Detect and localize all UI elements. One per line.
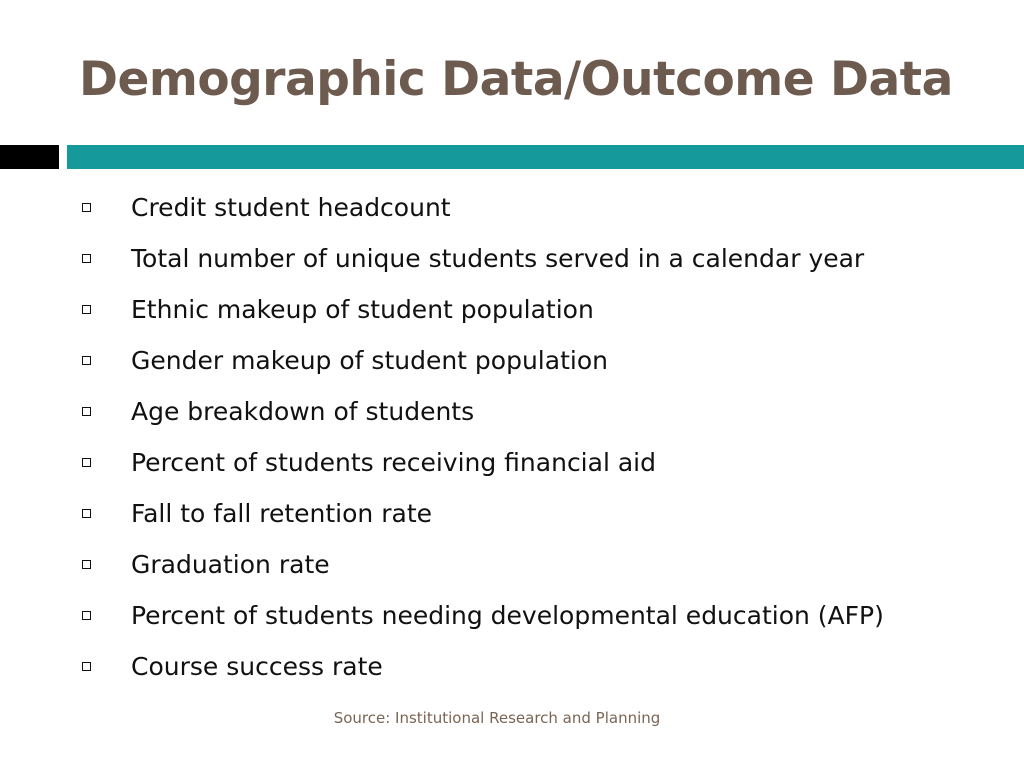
list-item-text: Course success rate <box>131 652 383 681</box>
list-item <box>0 590 1000 641</box>
list-item <box>0 233 1000 284</box>
list-item <box>0 488 1000 539</box>
list-item-text: Percent of students needing developmental education (AFP) <box>131 601 884 630</box>
list-item <box>0 539 1000 590</box>
source-note: Source: Institutional Research and Planning <box>333 709 661 727</box>
square-bullet-icon <box>82 407 91 416</box>
slide-title: Demographic Data/Outcome Data <box>79 52 953 107</box>
list-item <box>0 182 1000 233</box>
square-bullet-icon <box>82 356 91 365</box>
list-item-text: Total number of unique students served in a calendar year <box>131 244 865 273</box>
square-bullet-icon <box>82 662 91 671</box>
title-rule-dark-segment <box>0 145 59 169</box>
list-item <box>0 284 1000 335</box>
list-item <box>0 437 1000 488</box>
list-item <box>0 386 1000 437</box>
list-item-text: Ethnic makeup of student population <box>131 295 594 324</box>
square-bullet-icon <box>82 509 91 518</box>
list-item-text: Graduation rate <box>131 550 330 579</box>
list-item-text: Percent of students receiving financial aid <box>131 448 656 477</box>
square-bullet-icon <box>82 305 91 314</box>
title-rule-accent-bar <box>67 145 1024 169</box>
list-item <box>0 335 1000 386</box>
list-item <box>0 641 1000 692</box>
list-item-text: Credit student headcount <box>131 193 451 222</box>
bullet-list <box>0 182 1000 692</box>
list-item-text: Age breakdown of students <box>131 397 475 426</box>
square-bullet-icon <box>82 254 91 263</box>
list-item-text: Fall to fall retention rate <box>131 499 433 528</box>
list-item-text: Gender makeup of student population <box>131 346 608 375</box>
square-bullet-icon <box>82 611 91 620</box>
square-bullet-icon <box>82 458 91 467</box>
square-bullet-icon <box>82 203 91 212</box>
square-bullet-icon <box>82 560 91 569</box>
